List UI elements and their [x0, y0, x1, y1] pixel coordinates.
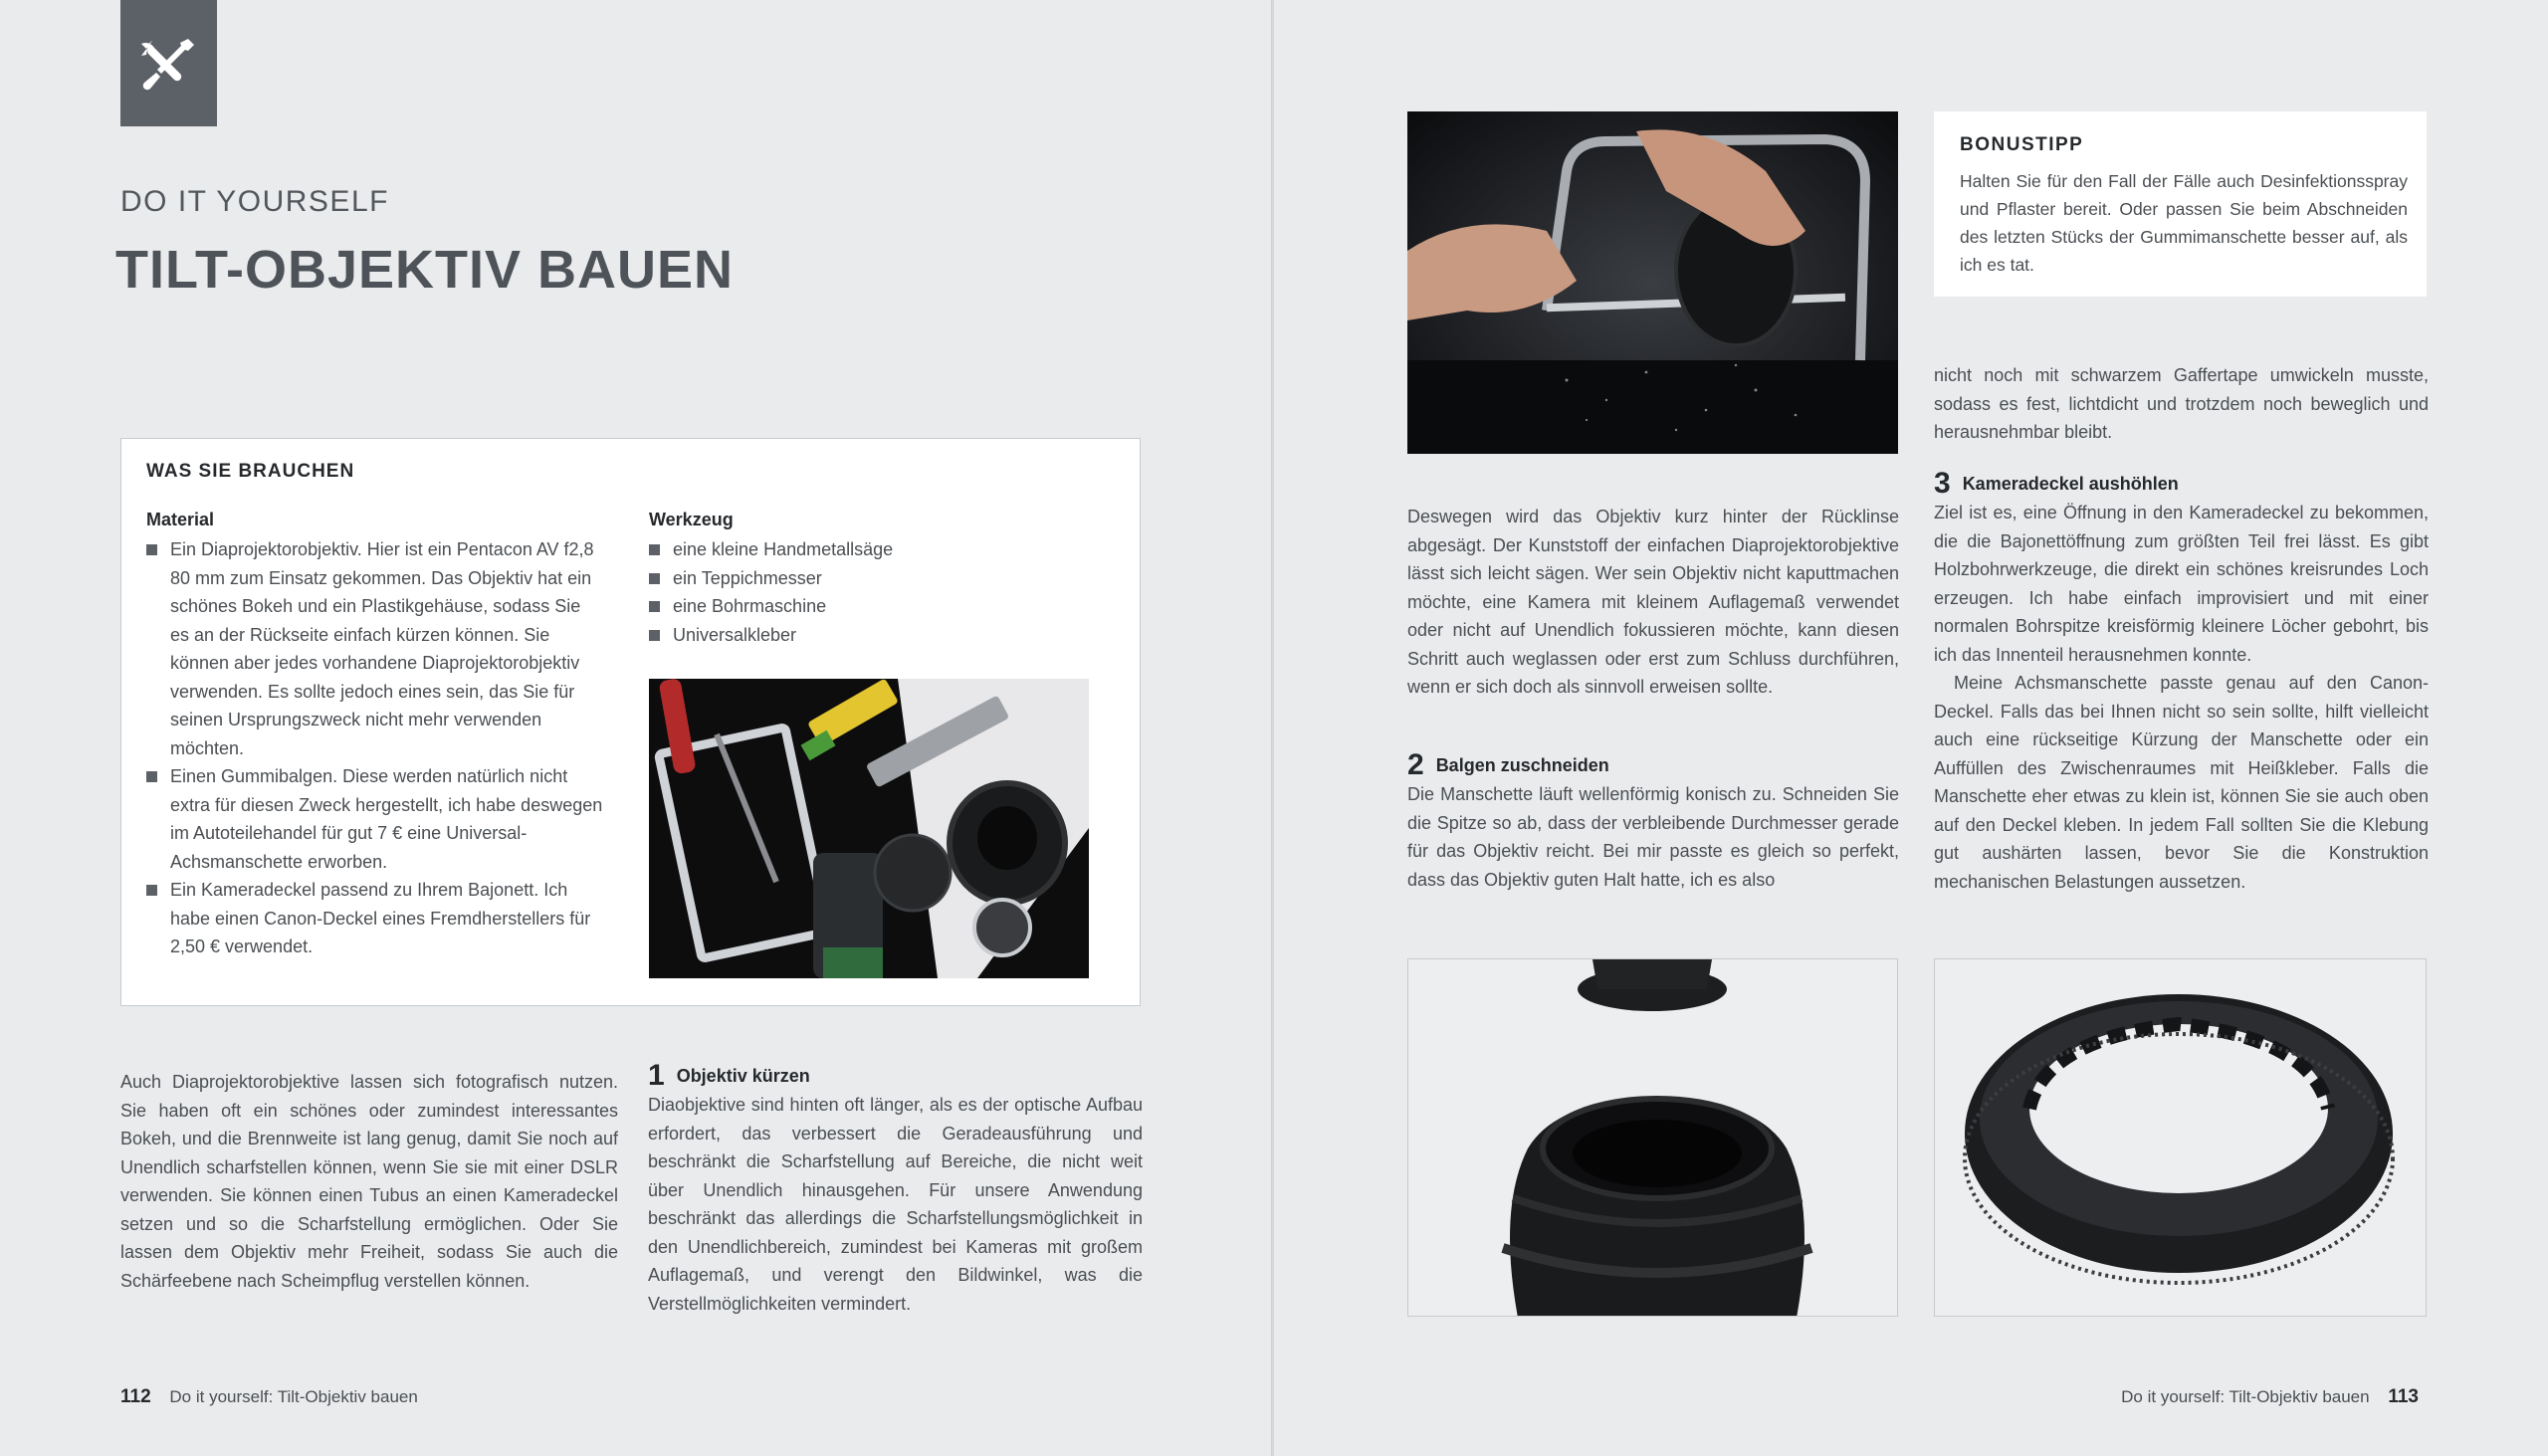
list-item: Ein Kameradeckel passend zu Ihrem Bajonett. Ich habe einen Canon-Deckel eines Fremdherstellers für 2,50 € verwendet.	[146, 876, 604, 961]
tools-photo	[649, 679, 1089, 978]
step-title: Objektiv kürzen	[676, 1066, 810, 1086]
step-number: 1	[648, 1059, 665, 1092]
lens-cap-photo	[1934, 958, 2427, 1317]
step-number: 2	[1407, 748, 1424, 781]
intro-text: Auch Diaprojektorobjektive lassen sich fotografisch nutzen. Sie haben oft ein schönes oder zumindest interessantes Bokeh, und die Brennweite ist lang genug, damit Sie noch auf Unendlich scharfstellen können, wenn Sie sie mit einer DSLR verwenden. Sie können einen Tubus an einen Kameradeckel setzen und so die Scharfstellung ermöglichen. Oder Sie lassen dem Objektiv mehr Freiheit, sodass Sie auch die Schärfeebene nach Scheimpflug verstellen können.	[120, 1072, 618, 1291]
bonus-tip-box	[1934, 111, 2427, 297]
step-text: Ziel ist es, eine Öffnung in den Kameradeckel zu bekommen, die die Bajonettöffnung zum größten Teil frei lässt. Es gibt Holzbohrwerkzeuge, die direkt ein schönes kreisrundes Loch erzeugen. Ich habe einfach improvisiert und mit einer normalen Bohrspitze kreisförmig kleinere Löcher gebohrt, bis ich das Innenteil herausnehmen konnte.	[1934, 503, 2429, 665]
step-2	[1407, 748, 1899, 894]
step-number: 3	[1934, 467, 1951, 500]
materials-box	[120, 438, 1141, 1006]
list-item: Einen Gummibalgen. Diese werden natürlich nicht extra für diesen Zweck hergestellt, ich habe deswegen im Autoteilehandel für gut 7 € eine Universal-Achsmanschette erworben.	[146, 762, 604, 876]
saw-photo	[1407, 111, 1898, 454]
list-item: ein Teppichmesser	[649, 564, 1097, 593]
material-heading: Material	[146, 510, 215, 529]
bellows-photo	[1407, 958, 1898, 1317]
page-number: 113	[2388, 1386, 2419, 1407]
page-title: TILT-OBJEKTIV BAUEN	[115, 240, 735, 300]
step-3	[1934, 467, 2429, 896]
footer-left	[120, 1386, 418, 1408]
step-1	[648, 1059, 1143, 1318]
step-text: Die Manschette läuft wellenförmig konisch zu. Schneiden Sie die Spitze so ab, dass der verbleibende Durchmesser gerade für das Objektiv reicht. Bei mir passte es gleich so perfekt, dass das Objektiv guten Halt hatte, ich es also	[1407, 784, 1899, 890]
bonus-text: Halten Sie für den Fall der Fälle auch Desinfektionsspray und Pflaster bereit. Oder passen Sie beim Abschneiden des letzten Stücks der Gummimanschette besser auf, als ich es tat.	[1960, 171, 2408, 275]
step-title: Kameradeckel aushöhlen	[1962, 474, 2179, 494]
tools-icon	[120, 0, 217, 126]
list-item: eine kleine Handmetallsäge	[649, 535, 1097, 564]
kicker: DO IT YOURSELF	[120, 185, 389, 218]
column-2-continued-text: nicht noch mit schwarzem Gaffertape umwickeln musste, sodass es fest, lichtdicht und trotzdem noch beweglich und herausnehmbar bleibt.	[1934, 365, 2429, 442]
footer-label: Do it yourself: Tilt-Objektiv bauen	[2121, 1387, 2370, 1406]
bonus-title: BONUSTIPP	[1960, 134, 2084, 155]
step-text-2: Meine Achsmanschette passte genau auf den Canon-Deckel. Falls das bei Ihnen nicht so sein sollte, hilft vielleicht auch eine rückseitige Kürzung der Manschette oder ein Auffüllen des Zwischenraumes mit Heißkleber. Falls die Manschette eher etwas zu klein ist, können Sie sie auch oben auf den Deckel kleben. In jedem Fall sollten Sie die Klebung gut aushärten lassen, bevor Sie die Konstruktion mechanischen Belastungen aussetzen.	[1934, 673, 2429, 892]
list-item: Universalkleber	[649, 621, 1097, 650]
list-item: Ein Diaprojektorobjektiv. Hier ist ein Pentacon AV f2,8 80 mm zum Einsatz gekommen. Das Objektiv hat ein schönes Bokeh und ein Plastikgehäuse, sodass Sie es an der Rückseite einfach kürzen können. Sie können aber jedes vorhandene Diaprojektorobjektiv verwenden. Es sollte jedoch eines sein, das Sie für seinen Ursprungszweck nicht mehr verwenden möchten.	[146, 535, 604, 762]
box-title: WAS SIE BRAUCHEN	[146, 461, 355, 482]
step-title: Balgen zuschneiden	[1435, 755, 1609, 775]
material-list	[146, 535, 604, 961]
page-number: 112	[120, 1386, 151, 1407]
footer-label: Do it yourself: Tilt-Objektiv bauen	[169, 1387, 418, 1406]
footer-right	[2115, 1386, 2419, 1408]
left-page	[0, 0, 1272, 1456]
column-1-text: Deswegen wird das Objektiv kurz hinter der Rücklinse abgesägt. Der Kunststoff der einfachen Diaprojektorobjektive lässt sich leicht sägen. Wer sein Objektiv nicht kaputtmachen möchte, eine Kamera mit kleinem Auflagemaß verwendet oder nicht auf Unendlich fokussieren möchte, kann diesen Schritt auch weglassen oder erst zum Schluss durchführen, wenn er sich doch als sinnvoll erweisen sollte.	[1407, 507, 1899, 697]
tools-list	[649, 535, 1097, 649]
list-item: eine Bohrmaschine	[649, 592, 1097, 621]
tools-heading: Werkzeug	[649, 510, 734, 529]
step-text: Diaobjektive sind hinten oft länger, als es der optische Aufbau erfordert, das verbessert die Geradeausführung und beschränkt die Scharfstellung auf Bereiche, die nicht weit über Unendlich hinausgehen. Für unsere Anwendung beschränkt das allerdings die Scharfstellungsmöglichkeit in den Unendlichbereich, zumindest bei Kameras mit großem Auflagemaß, und verengt den Bildwinkel, was die Verstellmöglichkeiten vermindert.	[648, 1095, 1143, 1314]
